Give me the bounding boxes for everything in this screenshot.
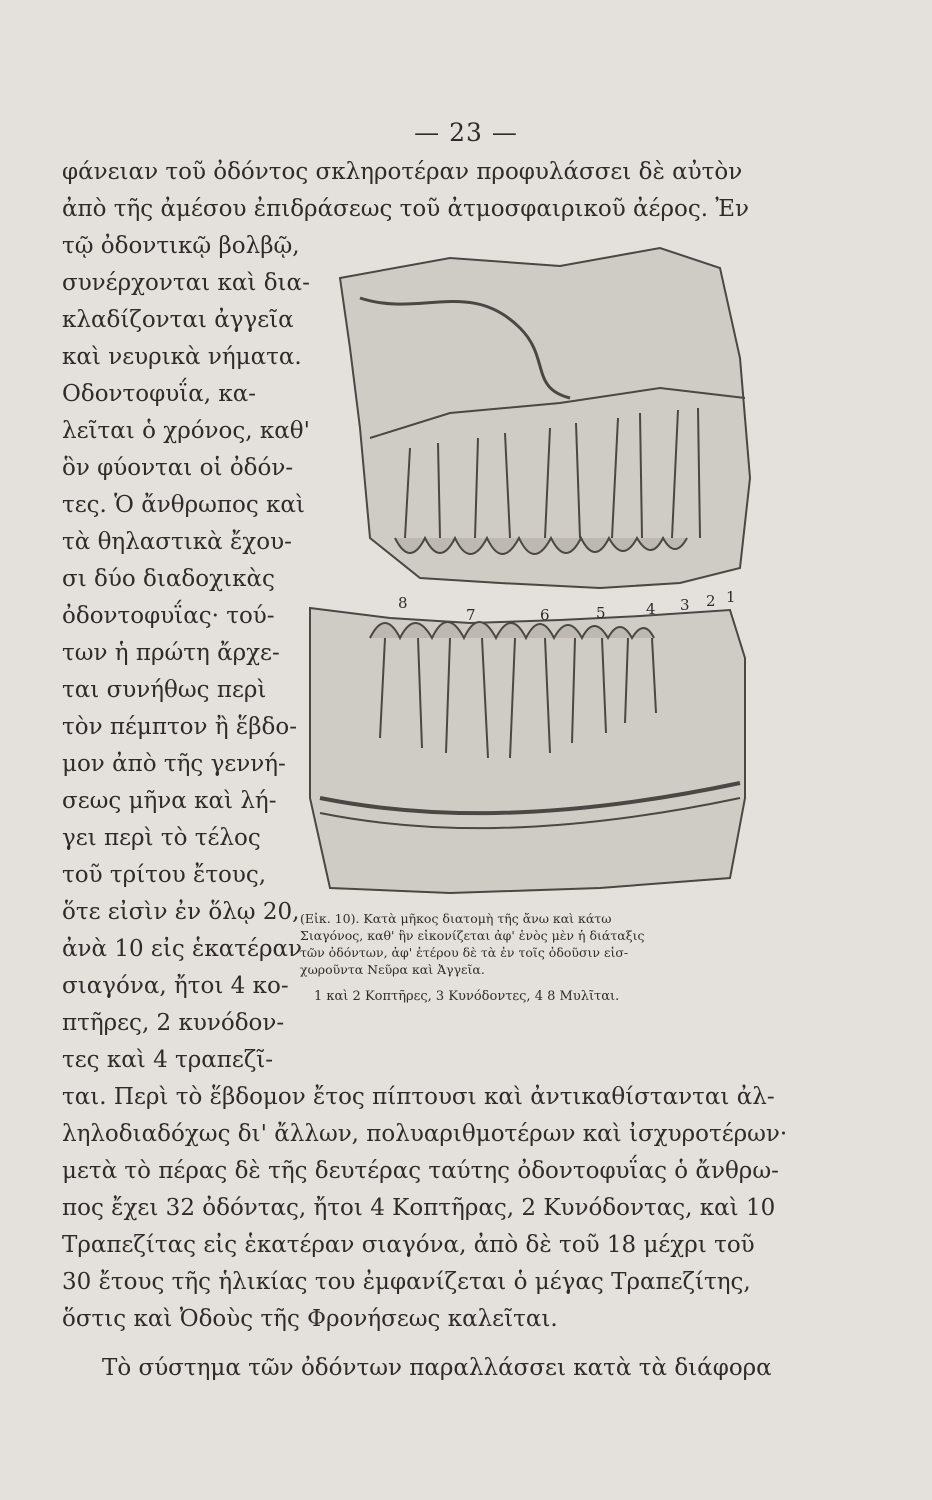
body-line: ἀπὸ τῆς ἀμέσου ἐπιδράσεως τοῦ ἀτμοσφαιρικοῦ ἀέρος. Ἐν xyxy=(62,196,749,222)
caption-line: Σιαγόνος, καθ' ἣν εἰκονίζεται ἀφ' ἑνὸς μὲν ἡ διάταξις xyxy=(300,928,645,943)
tooth-number: 4 xyxy=(646,600,656,618)
column-line: κλαδίζονται ἀγγεῖα xyxy=(62,307,294,333)
tooth-number: 5 xyxy=(596,604,606,622)
column-line: συνέρχονται καὶ δια- xyxy=(62,270,310,296)
tooth-number: 1 xyxy=(726,588,736,606)
tooth-number: 6 xyxy=(540,606,550,624)
column-line: σι δύο διαδοχικὰς xyxy=(62,566,275,592)
column-line: τὰ θηλαστικὰ ἔχου- xyxy=(62,529,292,555)
caption-legend: 1 καὶ 2 Κοπτῆρες, 3 Κυνόδοντες, 4 8 Μυλῖται. xyxy=(314,989,620,1004)
caption-line: τῶν ὀδόντων, ἀφ' ἑτέρου δὲ τὰ ἐν τοῖς ὀδοῦσιν εἰσ- xyxy=(300,945,629,960)
caption-line: χωροῦντα Νεῦρα καὶ Ἀγγεῖα. xyxy=(300,962,485,977)
column-line: τοῦ τρίτου ἔτους, xyxy=(62,862,267,888)
body-line: ὅστις καὶ Ὀδοὺς τῆς Φρονήσεως καλεῖται. xyxy=(62,1306,558,1332)
body-line: φάνειαν τοῦ ὀδόντος σκληροτέραν προφυλάσσει δὲ αὐτὸν xyxy=(62,159,743,185)
column-line: λεῖται ὁ χρόνος, καθ' xyxy=(62,418,310,444)
tooth-number: 2 xyxy=(706,592,716,610)
jaw-cross-section-illustration xyxy=(300,238,770,903)
tooth-number: 3 xyxy=(680,596,690,614)
column-line: τες καὶ 4 τραπεζῖ- xyxy=(62,1047,274,1073)
column-line: μον ἀπὸ τῆς γεννή- xyxy=(62,751,286,777)
column-line: ὀδοντοφυΐας· τού- xyxy=(62,603,275,629)
body-line: ται. Περὶ τὸ ἕβδομον ἔτος πίπτουσι καὶ ἀντικαθίστανται ἀλ- xyxy=(62,1084,775,1110)
column-line: τὸν πέμπτον ἢ ἕβδο- xyxy=(62,714,298,740)
column-line: των ἡ πρώτη ἄρχε- xyxy=(62,640,280,666)
column-line: καὶ νευρικὰ νήματα. xyxy=(62,344,302,370)
body-line: 30 ἔτους τῆς ἡλικίας του ἐμφανίζεται ὁ μέγας Τραπεζίτης, xyxy=(62,1269,751,1295)
page-number: — 23 — xyxy=(414,118,518,147)
body-line: ληλοδιαδόχως δι' ἄλλων, πολυαριθμοτέρων καὶ ἰσχυροτέρων· xyxy=(62,1121,788,1147)
body-line: πος ἔχει 32 ὀδόντας, ἤτοι 4 Κοπτῆρας, 2 Κυνόδοντας, καὶ 10 xyxy=(62,1195,776,1221)
column-line: σεως μῆνα καὶ λή- xyxy=(62,788,277,814)
body-line: μετὰ τὸ πέρας δὲ τῆς δευτέρας ταύτης ὀδοντοφυΐας ὁ ἄνθρω- xyxy=(62,1158,779,1184)
column-line: γει περὶ τὸ τέλος xyxy=(62,825,261,851)
column-line: ὃν φύονται οἱ ὀδόν- xyxy=(62,455,294,481)
column-line: ται συνήθως περὶ xyxy=(62,677,267,703)
column-line: τες. Ὁ ἄνθρωπος καὶ xyxy=(62,492,305,518)
tooth-number: 7 xyxy=(466,606,476,624)
column-line: πτῆρες, 2 κυνόδον- xyxy=(62,1010,285,1036)
caption-line: (Εἰκ. 10). Κατὰ μῆκος διατομὴ τῆς ἄνω καὶ κάτω xyxy=(300,911,612,926)
column-line: Οδοντοφυΐα, κα- xyxy=(62,381,257,407)
column-line: ἀνὰ 10 εἰς ἑκατέραν xyxy=(62,936,302,962)
body-line: Τραπεζίτας εἰς ἑκατέραν σιαγόνα, ἀπὸ δὲ τοῦ 18 μέχρι τοῦ xyxy=(62,1232,755,1258)
column-line: σιαγόνα, ἤτοι 4 κο- xyxy=(62,973,289,999)
column-line: ὅτε εἰσὶν ἐν ὅλῳ 20, xyxy=(62,899,300,925)
lower-jaw-outline xyxy=(310,608,745,893)
body-line: Τὸ σύστημα τῶν ὀδόντων παραλλάσσει κατὰ τὰ διάφορα xyxy=(102,1355,772,1381)
column-line: τῷ ὀδοντικῷ βολβῷ, xyxy=(62,233,300,259)
tooth-number: 8 xyxy=(398,594,408,612)
figure-caption xyxy=(300,910,770,1005)
